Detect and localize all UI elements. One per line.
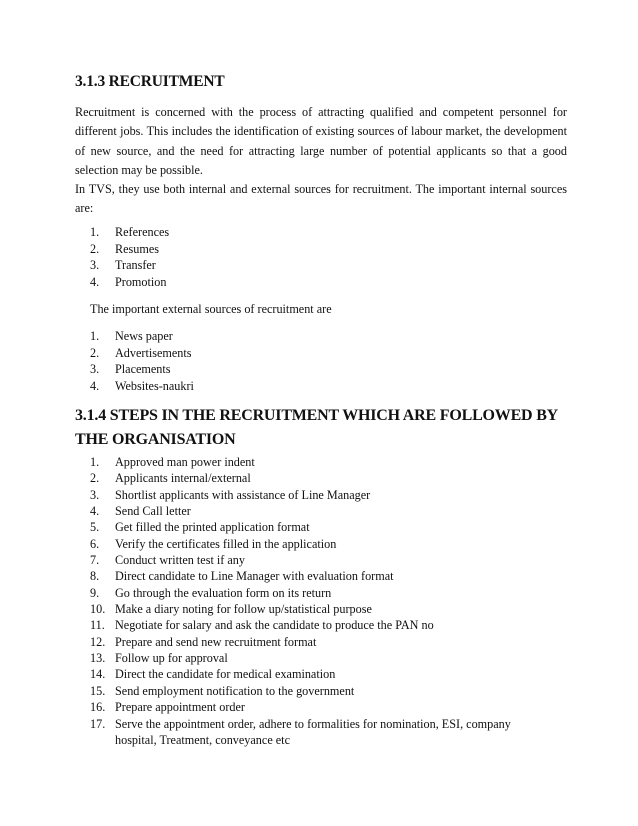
- list-item: 14. Direct the candidate for medical examination: [90, 667, 336, 682]
- external-sources-intro: The important external sources of recruitment are: [90, 302, 332, 316]
- external-sources-list: [90, 328, 194, 394]
- list-item: 3. Placements: [90, 362, 171, 377]
- list-item: 4. Websites-naukri: [90, 378, 194, 393]
- list-item: 17. Serve the appointment order, adhere to formalities for nomination, ESI, company hospital, Treatment, conveyance etc: [90, 716, 511, 747]
- list-item: 10. Make a diary noting for follow up/statistical purpose: [90, 602, 372, 617]
- list-item: 11. Negotiate for salary and ask the candidate to produce the PAN no: [90, 618, 434, 633]
- list-item: 1. References: [90, 225, 170, 239]
- list-item: 2. Applicants internal/external: [90, 471, 251, 486]
- internal-sources-intro-paragraph: In TVS, they use both internal and external sources for recruitment. The important internal sources are:: [75, 182, 567, 216]
- recruitment-definition-paragraph: Recruitment is concerned with the process of attracting qualified and competent personnel for different jobs. This includes the identification of existing sources of labour market, the development of new source, and the need for attracting large number of potential applicants so that a good selection may be possible.: [75, 105, 567, 177]
- list-item: 2. Resumes: [90, 241, 160, 256]
- section-heading-recruitment-steps: 3.1.4 STEPS IN THE RECRUITMENT WHICH ARE FOLLOWED BY THE ORGANISATION: [75, 407, 558, 448]
- list-item: 9. Go through the evaluation form on its return: [90, 585, 332, 600]
- list-item: 15. Send employment notification to the government: [90, 683, 355, 698]
- list-item: 4. Send Call letter: [90, 504, 191, 519]
- list-item: 7. Conduct written test if any: [90, 553, 245, 568]
- list-item: 8. Direct candidate to Line Manager with evaluation format: [90, 569, 394, 584]
- list-item: 3. Shortlist applicants with assistance of Line Manager: [90, 487, 371, 502]
- list-item: 5. Get filled the printed application format: [90, 520, 310, 535]
- internal-sources-list: [90, 224, 169, 290]
- list-item: 16. Prepare appointment order: [90, 700, 245, 715]
- list-item: 13. Follow up for approval: [90, 651, 228, 666]
- list-item: 4. Promotion: [90, 274, 167, 289]
- list-item: 2. Advertisements: [90, 345, 192, 360]
- list-item: 12. Prepare and send new recruitment format: [90, 634, 317, 649]
- list-item: 3. Transfer: [90, 258, 156, 273]
- list-item: 6. Verify the certificates filled in the application: [90, 536, 337, 551]
- list-item: 1. Approved man power indent: [90, 455, 255, 469]
- recruitment-steps-list: [90, 454, 555, 748]
- section-heading-recruitment: 3.1.3 RECRUITMENT: [75, 73, 225, 90]
- list-item: 1. News paper: [90, 329, 173, 343]
